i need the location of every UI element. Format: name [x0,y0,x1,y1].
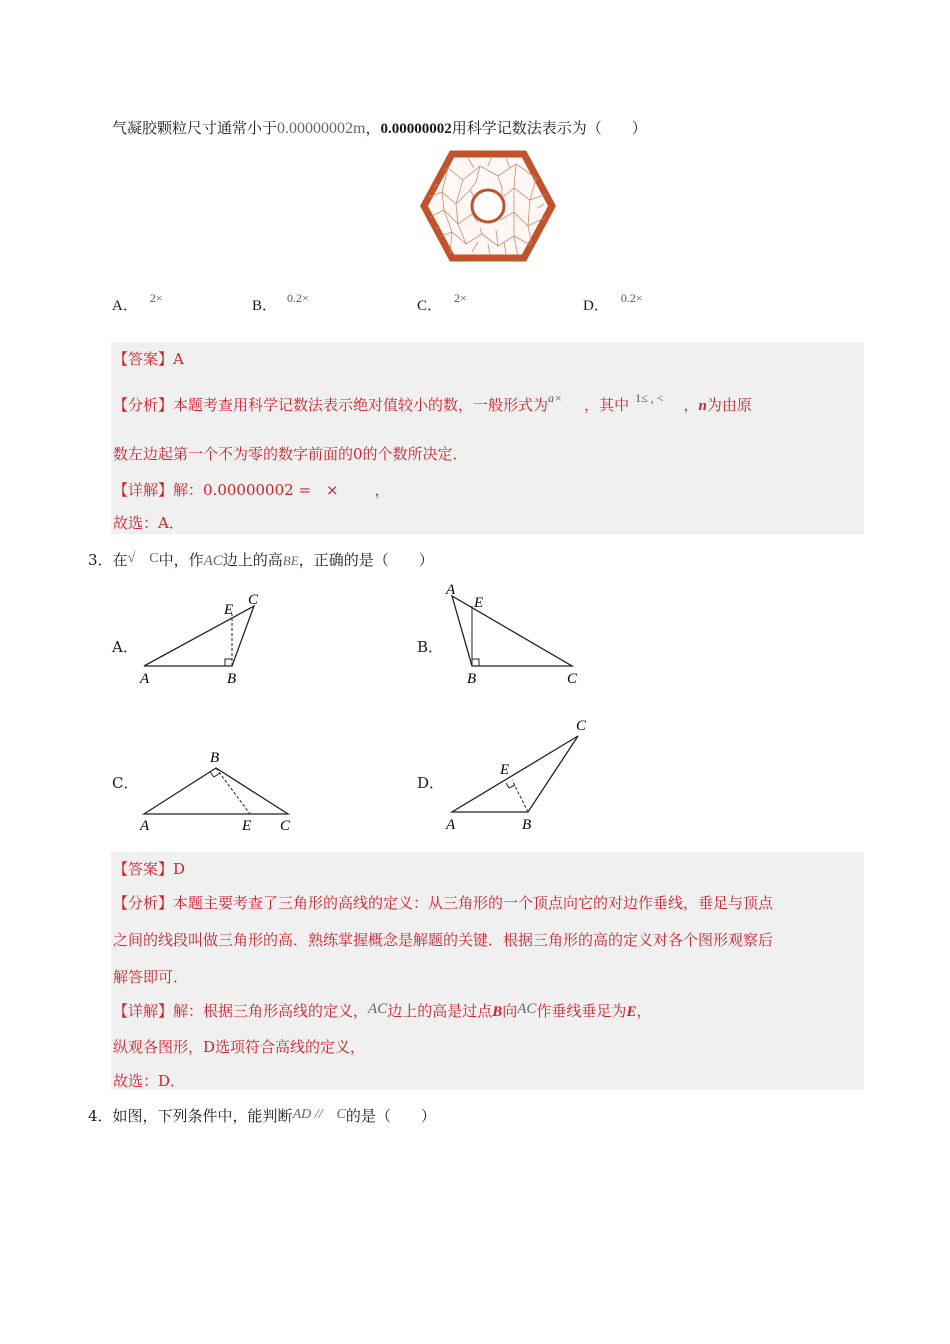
q3-detail-line [113,1000,651,1021]
right-angle-c [210,772,220,777]
triangle-c [144,768,288,814]
label-c-C: C [280,818,291,834]
q2-option-a-label: A． [112,298,138,314]
q3-stem-post: ，正确的是（ ） [298,551,434,569]
height-c [216,768,250,814]
q3-answer-value: D [173,860,186,878]
q2-stem-question: 用科学记数法表示为（ ） [451,119,647,137]
q2-stem-math: 0.00000002m [277,120,366,137]
q2-option-b[interactable] [252,291,309,315]
label-b-A: A [446,582,456,598]
q3-option-c-label[interactable]: C． [112,774,139,792]
right-angle-b [472,659,479,666]
q3-option-a-figure [136,586,276,690]
q3-detail-a: 解：根据三角形高线的定义， [173,1002,369,1020]
label-a-C: C [248,592,259,608]
q2-analysis-n: n [698,398,707,414]
label-c-B: B [210,750,220,766]
q2-option-a[interactable] [112,291,163,315]
q2-analysis-line1 [113,391,752,415]
q2-analysis-text-d: 为由原 [706,396,752,414]
q2-stem-number: 0.00000002 [380,121,452,137]
q2-analysis-math2: 1≤ , < [635,391,664,405]
q2-conclusion: 故选：A． [113,514,184,532]
q2-detail-text: 解：0.00000002 = × [173,481,339,499]
q2-analysis-label: 【分析】 [113,396,174,414]
q3-detail-b: 边上的高是过点 [387,1002,493,1020]
q2-option-c[interactable] [417,291,467,315]
q3-answer-label: 【答案】 [113,860,174,878]
q3-stem-pre: 在 [112,551,128,569]
q2-stem-text: 气凝胶颗粒尺寸通常小于 [112,119,278,137]
label-b-B: B [467,671,477,687]
q3-stem-ac: AC [203,553,223,569]
q3-option-d-figure [440,714,600,838]
q3-analysis-line2: 之间的线段叫做三角形的高．熟练掌握概念是解题的关键．根据三角形的高的定义对各个图形观察后 [113,931,774,949]
q3-number: 3． [88,551,113,569]
q3-detail-B: B [492,1004,503,1020]
label-a-B: B [227,671,237,687]
label-c-A: A [140,818,150,834]
label-b-E: E [474,595,484,611]
q3-answer-box [111,852,864,1090]
q2-option-d[interactable] [583,291,643,315]
q2-option-b-value: 0.2× [287,291,309,305]
q2-answer-label: 【答案】 [113,350,174,368]
q3-analysis-line1 [113,892,773,913]
q4-stem-math: AD // C [292,1107,346,1122]
label-a-A: A [140,671,150,687]
q3-stem-mid1: 中，作 [158,551,204,569]
right-angle-a [225,659,232,666]
aerogel-hexagon-figure [418,148,558,264]
q3-analysis-text1: 本题主要考查了三角形的高线的定义：从三角形的一个顶点向它的对边作垂线，垂足与顶点 [173,894,774,912]
label-d-C: C [576,718,587,734]
q2-stem [112,117,647,138]
q3-detail-e: ， [636,1002,652,1020]
label-c-E: E [242,818,252,834]
q2-stem-comma: ， [365,119,381,137]
q3-stem-triangle: √ C [127,551,159,566]
q2-answer-value: A [173,350,184,368]
label-d-A: A [446,817,456,833]
q3-conclusion: 故选：D． [113,1072,186,1090]
q2-answer-box [111,342,864,534]
hexagon-center-circle [472,190,504,222]
triangle-d [452,736,578,812]
q4-stem-pre: 如图，下列条件中，能判断 [112,1107,293,1125]
q3-detail-ac1: AC [368,1001,388,1017]
q2-detail-line [113,479,390,500]
q3-detail-d: 作垂线垂足为 [536,1002,627,1020]
q2-analysis-math1: a× [548,391,563,405]
q3-option-b-label[interactable]: B． [417,638,444,656]
q3-option-d-label[interactable]: D． [417,774,445,792]
q2-option-a-value: 2× [149,291,163,305]
q3-stem-be: BE [282,553,299,568]
q3-detail-line2: 纵观各图形，D选项符合高线的定义， [113,1038,366,1056]
q3-stem [88,549,434,570]
q4-number: 4． [88,1107,113,1125]
q3-option-b-figure [440,580,590,690]
q2-analysis-text-a: 本题考查用科学记数法表示绝对值较小的数，一般形式为 [173,396,549,414]
q3-stem-mid2: 边上的高 [222,551,283,569]
q2-option-c-label: C． [417,298,443,314]
q3-detail-ac2: AC [517,1001,537,1017]
label-a-E: E [224,602,234,618]
label-d-E: E [500,762,510,778]
triangle-a [144,606,254,666]
q3-detail-label: 【详解】 [113,1002,174,1020]
label-d-B: B [522,817,532,833]
q3-detail-E: E [626,1004,637,1020]
q2-detail-label: 【详解】 [113,481,174,499]
label-b-C: C [567,671,578,687]
q3-option-a-label[interactable]: A． [112,638,138,656]
q3-analysis-label: 【分析】 [113,894,174,912]
triangle-b [452,596,572,666]
q3-option-c-figure [136,744,306,836]
q3-detail-c: 向 [502,1002,518,1020]
q3-analysis-line3: 解答即可． [113,968,189,986]
q2-analysis-line2: 数左边起第一个不为零的数字前面的0的个数所决定． [113,445,468,463]
q2-answer-line [113,348,184,369]
q4-stem [88,1105,436,1126]
q2-analysis-text-b: ，其中 [584,396,630,414]
q2-option-c-value: 2× [454,291,467,305]
q2-option-b-label: B． [252,298,278,314]
q2-option-d-label: D． [583,298,609,314]
q2-detail-comma: ， [374,481,390,499]
q3-answer-line [113,858,185,879]
q2-option-d-value: 0.2× [620,291,643,305]
q2-analysis-text-c: ， [683,396,699,414]
q4-stem-post: 的是（ ） [345,1107,436,1125]
